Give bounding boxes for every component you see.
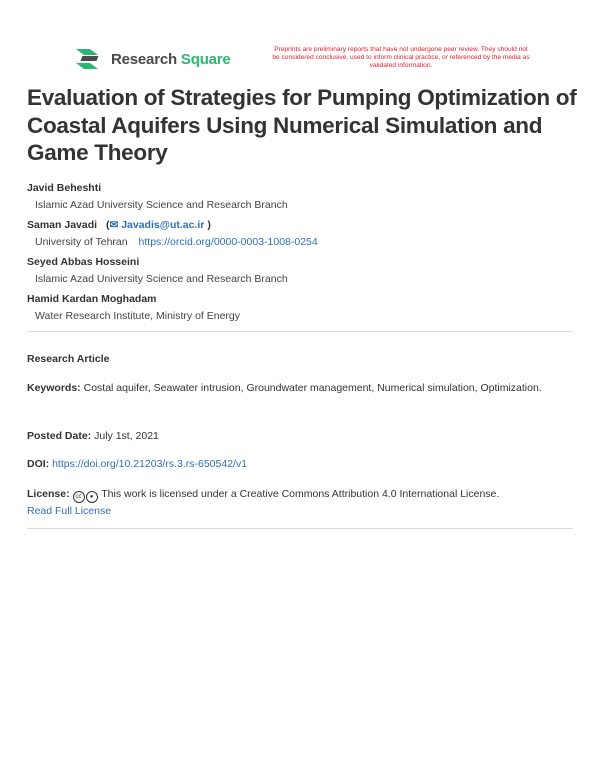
author-name: Saman Javadi (✉ Javadis@ut.ac.ir )	[27, 219, 211, 231]
orcid-link[interactable]: https://orcid.org/0000-0003-1008-0254	[138, 236, 318, 248]
doi-link[interactable]: https://doi.org/10.21203/rs.3.rs-650542/v1	[52, 458, 248, 470]
research-square-logo[interactable]	[74, 46, 231, 72]
divider	[27, 331, 573, 332]
author-name: Seyed Abbas Hosseini	[27, 256, 140, 268]
cc-by-icon: ●	[86, 491, 98, 503]
keywords	[27, 380, 573, 397]
license-label: License:	[27, 488, 70, 500]
keywords-label: Keywords:	[27, 382, 81, 394]
doi-label: DOI:	[27, 458, 50, 470]
license	[27, 486, 573, 520]
paper-title: Evaluation of Strategies for Pumping Optimization of Coastal Aquifers Using Numerical Simulation and Game Theory	[27, 85, 577, 165]
posted-date	[27, 428, 573, 445]
author-list	[27, 179, 577, 327]
author-affiliation: University of Tehran https://orcid.org/0000-0003-1008-0254	[35, 236, 318, 248]
license-text: This work is licensed under a Creative Commons Attribution 4.0 International License.	[101, 488, 500, 500]
author-name: Hamid Kardan Moghadam	[27, 293, 157, 305]
email-icon: ✉	[109, 219, 119, 231]
research-square-logo-icon	[74, 46, 104, 72]
author-affiliation: Water Research Institute, Ministry of Energy	[35, 310, 241, 322]
read-full-license-link[interactable]: Read Full License	[27, 505, 112, 517]
posted-date-value: July 1st, 2021	[94, 430, 159, 442]
header	[74, 46, 574, 76]
doi	[27, 456, 573, 473]
author-name: Javid Beheshti	[27, 182, 102, 194]
author-affiliation: Islamic Azad University Science and Research Branch	[35, 273, 288, 285]
posted-date-label: Posted Date:	[27, 430, 92, 442]
article-type: Research Article	[27, 353, 110, 365]
author-email-link[interactable]: Javadis@ut.ac.ir	[121, 219, 205, 231]
logo-text: Research Square	[111, 50, 231, 68]
preprint-notice: Preprints are preliminary reports that have not undergone peer review. They should not be considered conclusive, used to inform clinical practice, or referenced by the media as validated information.	[272, 46, 530, 69]
keywords-value: Costal aquifer, Seawater intrusion, Groundwater management, Numerical simulation, Optimization.	[83, 382, 542, 394]
cc-icon: cc	[73, 491, 85, 503]
author-affiliation: Islamic Azad University Science and Research Branch	[35, 199, 288, 211]
divider	[27, 528, 573, 529]
